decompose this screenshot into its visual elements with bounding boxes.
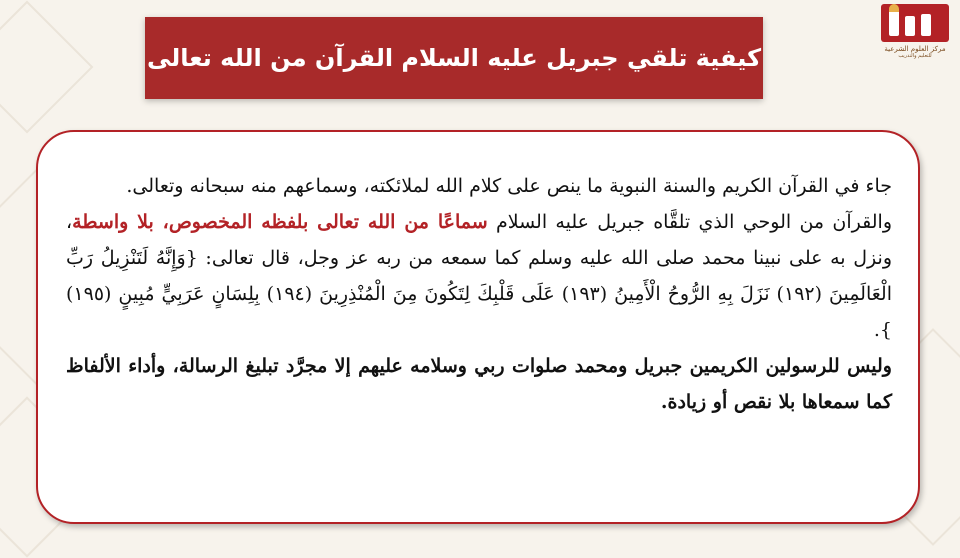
logo-icon <box>881 4 949 42</box>
paragraph-revelation <box>66 204 892 348</box>
paragraph-intro: جاء في القرآن الكريم والسنة النبوية ما ينص على كلام الله لملائكته، وسماعهم منه سبحانه وتعالى. <box>126 175 892 197</box>
content-box <box>36 130 920 524</box>
paragraph-text: والقرآن من الوحي الذي تلقَّاه جبريل عليه السلام <box>487 211 892 233</box>
organization-logo <box>874 4 956 68</box>
paragraph-conclusion: وليس للرسولين الكريمين جبريل ومحمد صلوات ربي وسلامه عليهم إلا مجرَّد تبليغ الرسالة، وأداء الألفاظ كما سمعاها بلا نقص أو زيادة. <box>66 355 892 413</box>
logo-subtitle: مركز العلوم الشرعية <box>884 45 946 53</box>
highlighted-text: سماعًا من الله تعالى بلفظه المخصوص، بلا واسطة <box>72 211 488 233</box>
paragraph-text: ، ونزل به على نبينا محمد صلى الله عليه وسلم كما سمعه من ربه عز وجل، قال تعالى: {وَإِنَّهُ لَتَنْزِيلُ رَبِّ الْعَالَمِينَ (١٩٢) نَزَلَ بِهِ الرُّوحُ الْأَمِينُ (١٩٣) عَلَى قَلْبِكَ لِتَكُونَ مِنَ الْمُنْذِرِينَ (١٩٤) بِلِسَانٍ عَرَبِيٍّ مُبِينٍ (١٩٥) }. <box>66 211 892 341</box>
slide-title: كيفية تلقي جبريل عليه السلام القرآن من الله تعالى <box>146 44 762 72</box>
slide-title-bar <box>145 17 763 99</box>
logo-tagline: للتعليم والتدريب <box>898 53 932 59</box>
background-ornament <box>0 1 93 134</box>
